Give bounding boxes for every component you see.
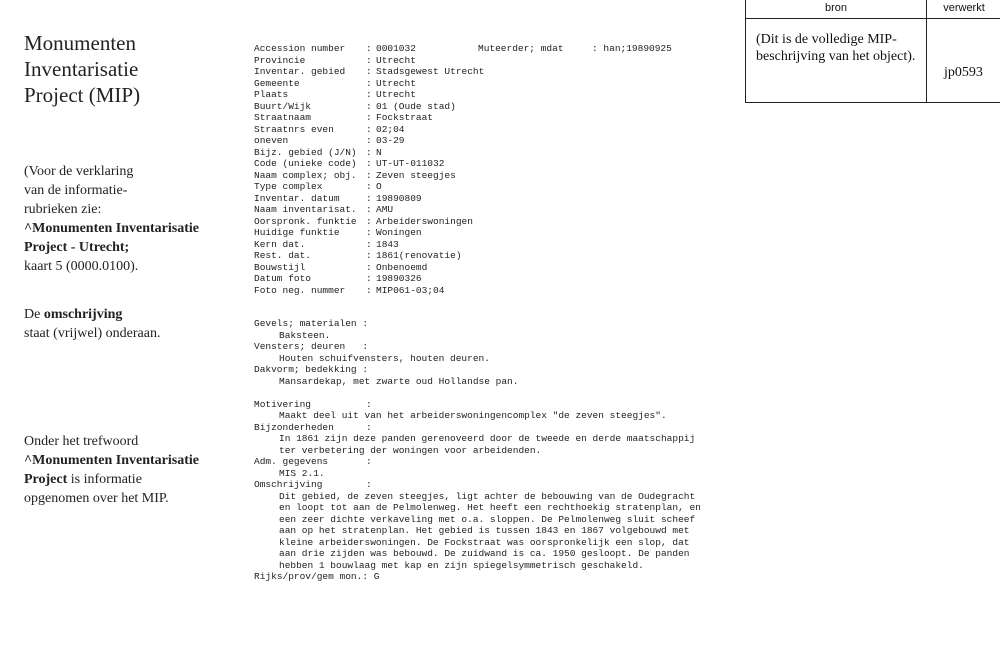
omschrijving-line: en loopt tot aan de Pelmolenweg. Het heeft een rechthoekig stratenplan, en (279, 502, 701, 513)
record-value: MIP061-03;04 (376, 284, 445, 296)
record-row (254, 216, 484, 228)
note1-line: (Voor de verklaring (24, 164, 134, 179)
keyword-note (24, 432, 234, 508)
gevels-text: Baksteen. (279, 329, 331, 341)
dakvorm-label: Dakvorm; bedekking : (254, 364, 369, 375)
vensters-text: Houten schuifvensters, houten deuren. (279, 352, 490, 364)
record-value: 02;04 (376, 123, 405, 135)
record-row (254, 204, 484, 216)
rijks-label: Rijks/prov/gem mon.: G (254, 571, 380, 582)
record-separator: : (366, 215, 372, 227)
description-note (24, 305, 234, 343)
adm-text: MIS 2.1. (279, 467, 325, 479)
record-key: Foto neg. nummer (254, 284, 346, 296)
record-separator: : (366, 250, 372, 261)
record-key: Buurt/Wijk (254, 100, 312, 112)
record-key: Inventar. gebied (254, 66, 346, 77)
record-key: Bouwstijl (254, 261, 306, 273)
note1-line: van de informatie- (24, 183, 128, 198)
page-title (24, 30, 224, 108)
record-separator: : (366, 204, 372, 215)
verwerkt-header: verwerkt (943, 2, 985, 14)
record-separator: : (366, 77, 372, 89)
note1-line: rubrieken zie: (24, 202, 102, 217)
record-key: Naam inventarisat. (254, 204, 357, 215)
title-line-2: Inventarisatie (24, 57, 139, 81)
record-separator: : (366, 227, 372, 238)
motivering-label: Motivering (254, 398, 312, 410)
note1-bold-link[interactable]: Project - Utrecht; (24, 240, 130, 255)
omschrijving-label: Omschrijving (254, 479, 323, 490)
dakvorm-text: Mansardekap, met zwarte oud Hollandse pan. (279, 375, 519, 387)
record-separator: : (366, 43, 372, 54)
note2-prefix: De (24, 307, 44, 322)
record-key: Huidige funktie (254, 227, 340, 238)
record-separator: : (366, 284, 372, 296)
record-value: 01 (Oude stad) (376, 100, 456, 112)
record-key: Plaats (254, 89, 289, 100)
record-separator: : (366, 192, 372, 204)
record-key: Type complex (254, 181, 323, 192)
record-value: Stadsgewest Utrecht (376, 66, 485, 77)
note3-bold-link[interactable]: ^Monumenten Inventarisatie (24, 453, 199, 468)
bron-text: (Dit is de volledige MIP-beschrijving van het object). (756, 32, 916, 64)
record-row (254, 78, 484, 90)
record-row (254, 89, 484, 101)
title-line-3: Project (MIP) (24, 83, 141, 107)
record-row (254, 158, 484, 170)
record-row (254, 43, 484, 55)
note1-tail: kaart 5 (0000.0100). (24, 259, 139, 274)
omschrijving-line: aan drie zijden was bebouwd. De zuidwand is ca. 1950 gesloopt. De panden (279, 548, 690, 559)
record-row (254, 124, 484, 136)
bijzonderheden-line: ter verbetering der woningen voor arbeidenden. (279, 444, 542, 456)
gevels-label: Gevels; materialen : (254, 318, 369, 329)
vensters-label: Vensters; deuren : (254, 341, 369, 352)
record-key: Inventar. datum (254, 192, 340, 204)
record-value: 19890809 (376, 192, 422, 204)
record-separator: : (366, 169, 372, 181)
record-key: Bijz. gebied (J/N) (254, 146, 357, 158)
source-box (745, 0, 1000, 103)
record-separator: : (366, 181, 372, 192)
omschrijving-line: een zeer dichte verkaveling met o.a. sloppen. De Pelmolenweg sluit scheef (279, 513, 696, 525)
record-value: Utrecht (376, 89, 416, 100)
note3-line1: Onder het trefwoord (24, 434, 139, 449)
record-value: 0001032 (376, 43, 416, 54)
record-separator: : (366, 100, 372, 112)
record-separator: : (366, 54, 372, 66)
record-separator: : (366, 238, 372, 250)
record-value: O (376, 181, 382, 192)
note1-bold-link[interactable]: ^Monumenten Inventarisatie (24, 221, 199, 236)
omschrijving-line: Dit gebied, de zeven steegjes, ligt achter de bebouwing van de Oudegracht (279, 490, 696, 502)
record-separator: : (366, 112, 372, 123)
record-separator: : (366, 123, 372, 135)
record-key: Oorspronk. funktie (254, 215, 357, 227)
record-row (254, 135, 484, 147)
note2-bold: omschrijving (43, 307, 123, 322)
record-key: Datum foto (254, 273, 312, 284)
bijzonderheden-line: In 1861 zijn deze panden gerenoveerd door de tweede en derde maatschappij (279, 433, 696, 444)
record-key: Accession number (254, 43, 346, 54)
record-row (254, 262, 484, 274)
record-key: oneven (254, 135, 289, 146)
column-divider (926, 0, 927, 102)
record-value: 1861(renovatie) (376, 250, 462, 261)
record-key: Rest. dat. (254, 250, 312, 261)
record-separator: : (366, 146, 372, 158)
record-key: Provincie (254, 54, 306, 66)
record-key: Naam complex; obj. (254, 169, 357, 181)
record-row (254, 66, 484, 78)
record-row (254, 193, 484, 205)
record-separator: : (366, 261, 372, 273)
note3-bold-link-2[interactable]: Project (24, 472, 68, 487)
explanation-note (24, 162, 234, 276)
record-key: Gemeente (254, 77, 300, 89)
source-box-header (746, 0, 1000, 19)
bijzonderheden-label: Bijzonderheden (254, 421, 334, 433)
record-key: Straatnaam (254, 112, 312, 123)
record-value: Arbeiderswoningen (376, 215, 473, 227)
record-separator: : (366, 273, 372, 284)
record-value: 1843 (376, 238, 399, 250)
record-separator: : (366, 66, 372, 77)
record-value: N (376, 146, 382, 158)
record-row (254, 285, 484, 297)
record-row (254, 101, 484, 113)
record-value: 19890326 (376, 273, 422, 284)
record-fields (254, 43, 484, 296)
record-value: Utrecht (376, 77, 416, 89)
omschrijving-line: hebben 1 bouwlaag met kap en zijn spiegelsymmetrisch geschakeld. (279, 559, 644, 571)
muteerder-field: Muteerder; mdat : han;19890925 (478, 43, 672, 54)
record-key: Kern dat. (254, 238, 306, 250)
record-value: 03-29 (376, 135, 405, 146)
motivering-text: Maakt deel uit van het arbeiderswoningencomplex "de zeven steegjes". (279, 410, 667, 421)
record-row (254, 239, 484, 251)
record-value: UT-UT-011032 (376, 158, 445, 169)
verwerkt-code: jp0593 (944, 65, 983, 80)
record-row (254, 227, 484, 239)
note3-line4: opgenomen over het MIP. (24, 491, 169, 506)
bron-header: bron (824, 2, 848, 14)
title-line-1: Monumenten (24, 31, 136, 55)
record-value: Woningen (376, 227, 422, 238)
adm-label: Adm. gegevens (254, 456, 329, 467)
record-key: Code (unieke code) (254, 158, 357, 169)
record-value: Fockstraat (376, 112, 434, 123)
record-row (254, 273, 484, 285)
record-separator: : (366, 135, 372, 146)
record-separator: : (366, 158, 372, 169)
record-key: Straatnrs even (254, 123, 334, 135)
description-block: Gevels; materialen : Baksteen. Vensters; deuren : Houten schuifvensters, houten deuren. Dakvorm; bedekking : Mansardekap, met zwarte oud Hollandse pan. Motivering : Maakt deel uit van het arbeiderswoningencomplex "de zeven steegjes". Bijzonderheden : In 1861 zijn deze panden gerenoveerd door de tweede en derde maatschappij ter verbetering der woningen voor arbeidenden. Adm. gegevens : MIS 2.1. Omschrijving : Dit gebied, de zeven steegjes, ligt achter de bebouwing van de Oudegracht en loopt tot aan de Pelmolenweg. Het heeft een rechthoekig stratenplan, en een zeer dichte verkaveling met o.a. sloppen. De Pelmolenweg sluit scheef aan op het stratenplan. Het gebied is tussen 1843 en 1867 volgebouwd met kleine arbeiderswoningen. De Fockstraat was oorspronkelijk een slop, dat aan drie zijden was bebouwd. De zuidwand is ca. 1950 gesloopt. De panden hebben 1 bouwlaag met kap en zijn spiegelsymmetrisch geschakeld. Rijks/prov/gem mon.: G (254, 318, 734, 583)
record-value: AMU (376, 204, 394, 215)
record-row (254, 181, 484, 193)
record-value: Utrecht (376, 54, 416, 66)
omschrijving-line: kleine arbeiderswoningen. De Fockstraat was oorspronkelijk een slop, dat (279, 536, 690, 548)
record-row (254, 147, 484, 159)
record-value: Zeven steegjes (376, 169, 456, 181)
record-row (254, 112, 484, 124)
record-separator: : (366, 89, 372, 100)
record-row (254, 55, 484, 67)
record-value: Onbenoemd (376, 261, 428, 273)
omschrijving-line: aan op het stratenplan. Het gebied is tussen 1843 en 1867 volgebouwd met (279, 525, 690, 536)
record-row (254, 170, 484, 182)
note3-rest: is informatie (67, 472, 142, 487)
note2-line2: staat (vrijwel) onderaan. (24, 326, 161, 341)
record-row (254, 250, 484, 262)
